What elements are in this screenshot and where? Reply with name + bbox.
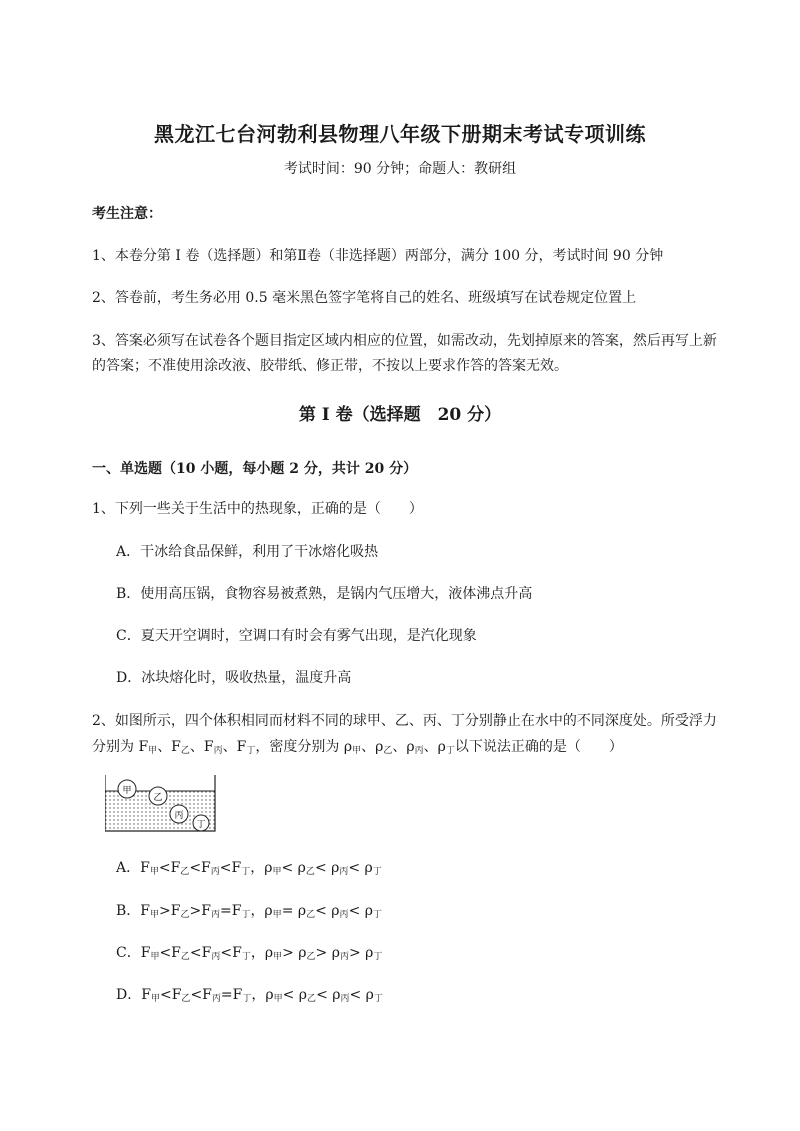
q1-option-b: B．使用高压锅，食物容易被煮熟，是锅内气压增大，液体沸点升高 <box>116 586 533 602</box>
notice-item-2: 2、答卷前，考生务必用 0.5 毫米黑色签字笔将自己的姓名、班级填写在试卷规定位置上 <box>92 290 637 306</box>
exam-info: 考试时间：90 分钟；命题人：教研组 <box>283 161 517 177</box>
ball-bing <box>170 805 188 823</box>
balls-in-water-figure <box>105 775 217 833</box>
q2-stem-line2: 分别为 $F_甲$、$F_乙$、$F_丙$、$F_丁$，密度分别为 $\rho_甲$、$\rho_乙$、$\rho_丙$、$\rho_丁$以下说法正确的是（ ） <box>92 739 623 756</box>
section-title: 第 I 卷（选择题 20 分） <box>298 405 502 425</box>
part-heading: 一、单选题（10 小题，每小题 2 分，共计 20 分） <box>92 461 418 477</box>
ball-bing-label: 丙 <box>174 811 184 821</box>
notice-item-3-line2: 的答案；不准使用涂改液、胶带纸、修正带，不按以上要求作答的答案无效。 <box>92 358 568 374</box>
q1-option-c: C．夏天开空调时，空调口有时会有雾气出现，是汽化现象 <box>116 628 477 644</box>
notice-heading: 考生注意： <box>92 206 162 222</box>
q2-stem-line1: 2、如图所示，四个体积相同而材料不同的球甲、乙、丙、丁分别静止在水中的不同深度处。所受浮力 <box>92 713 717 729</box>
page-title: 黑龙江七台河勃利县物理八年级下册期末考试专项训练 <box>154 122 646 146</box>
ball-jia-label: 甲 <box>122 786 132 796</box>
q2-option-b: B．$F_甲>F_乙>F_丙=F_丁$，$\rho_甲= \rho_乙< \rho_丙< \rho_丁$ <box>116 903 382 920</box>
q1-stem: 1、下列一些关于生活中的热现象，正确的是（ ） <box>92 501 423 517</box>
q2-option-a: A．$F_甲<F_乙<F_丙<F_丁$，$\rho_甲< \rho_乙< \rho_丙< \rho_丁$ <box>116 860 382 877</box>
q1-option-d: D．冰块熔化时，吸收热量，温度升高 <box>116 670 352 686</box>
ball-yi-label: 乙 <box>153 793 163 803</box>
q2-option-c: C．$F_甲<F_乙<F_丙<F_丁$，$\rho_甲> \rho_乙> \rho_丙> \rho_丁$ <box>116 945 383 962</box>
notice-item-1: 1、本卷分第 I 卷（选择题）和第Ⅱ卷（非选择题）两部分，满分 100 分，考试时间 90 分钟 <box>92 248 664 264</box>
q1-option-a: A．干冰给食品保鲜，利用了干冰熔化吸热 <box>116 544 379 560</box>
ball-yi <box>149 787 167 805</box>
ball-jia <box>118 780 136 798</box>
ball-ding <box>193 815 209 831</box>
q2-option-d: D．$F_甲<F_乙<F_丙=F_丁$，$\rho_甲< \rho_乙< \rho_丙< \rho_丁$ <box>116 987 383 1004</box>
ball-ding-label: 丁 <box>196 820 206 830</box>
notice-item-3-line1: 3、答案必须写在试卷各个题目指定区域内相应的位置，如需改动，先划掉原来的答案，然后再写上新 <box>92 333 717 349</box>
